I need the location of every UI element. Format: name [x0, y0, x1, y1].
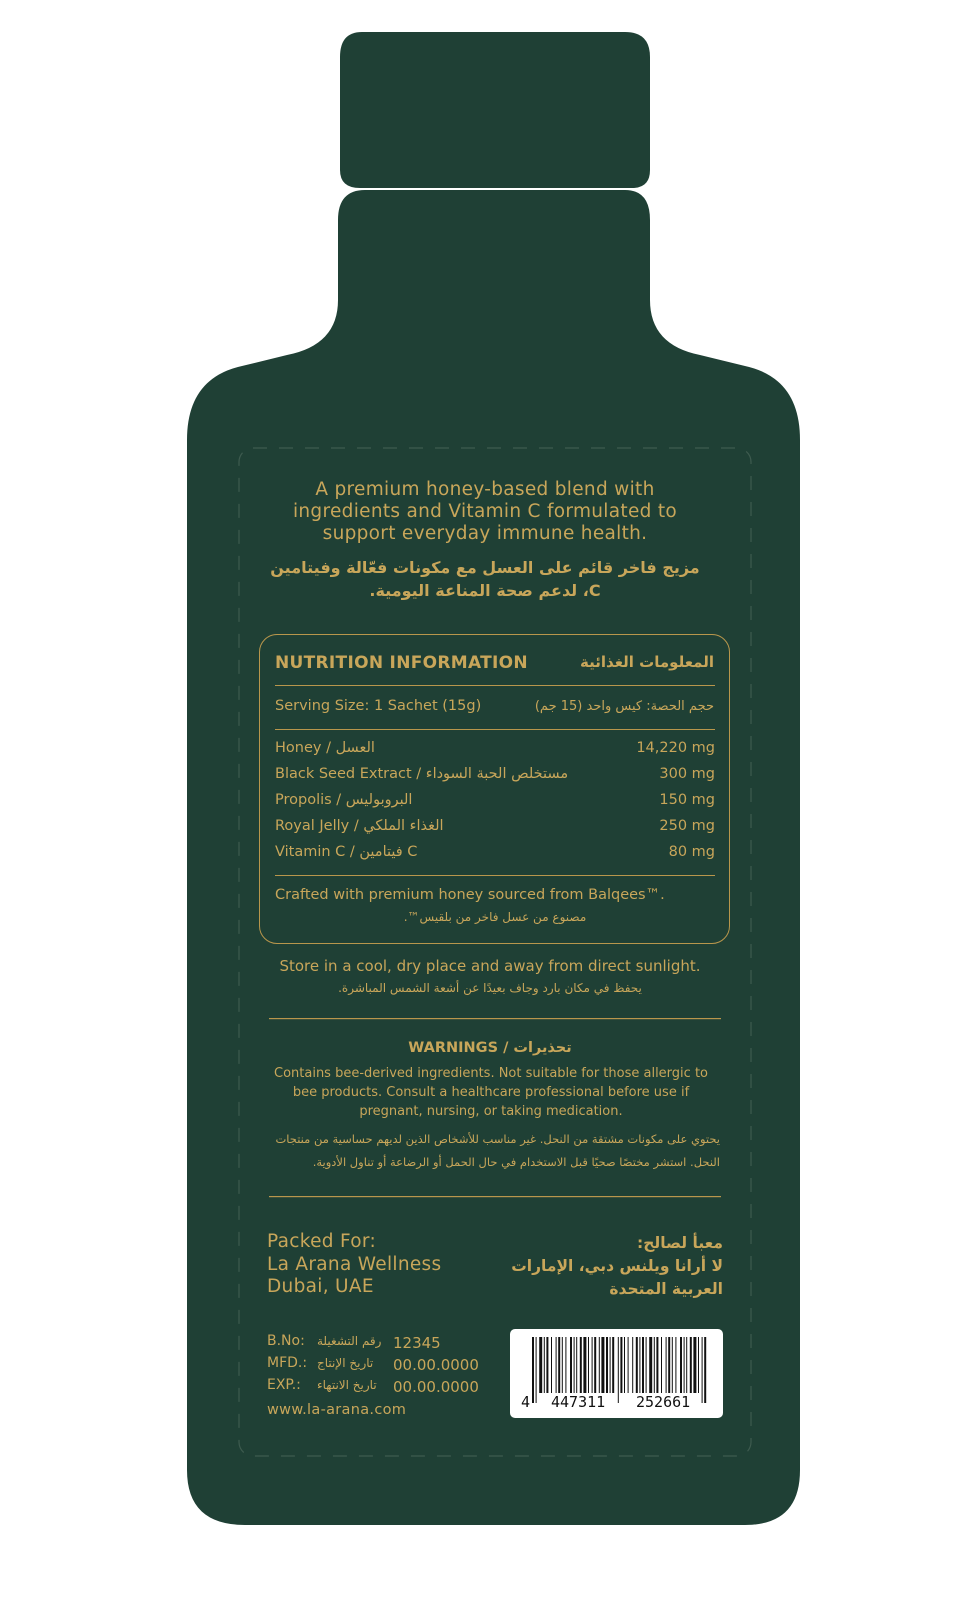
pouch-cap — [340, 32, 650, 188]
nutrient-name: Honey / العسل — [275, 740, 375, 756]
barcode-bar — [558, 1337, 560, 1393]
barcode-bar — [570, 1337, 572, 1393]
packed-line-2: La Arana Wellness — [267, 1253, 442, 1275]
mfd-label: MFD.: — [267, 1355, 308, 1371]
nutrient-name: Black Seed Extract / مستخلص الحبة السوداء — [275, 766, 569, 782]
barcode-bar — [610, 1337, 611, 1393]
serving-size-english: Serving Size: 1 Sachet (15g) — [275, 698, 482, 714]
nutrient-value: 300 mg — [659, 766, 715, 782]
barcode-bar — [649, 1337, 652, 1393]
exp-value: 00.00.0000 — [393, 1378, 479, 1396]
divider-bottom — [269, 1196, 721, 1197]
barcode-bar — [556, 1337, 557, 1393]
barcode-bar — [562, 1337, 563, 1393]
barcode-group-2: 252661 — [636, 1393, 691, 1411]
crafted-arabic: مصنوع من عسل فاخر من بلقيس™. — [403, 910, 587, 924]
barcode-bar — [565, 1337, 566, 1393]
barcode-bar — [551, 1337, 552, 1393]
nutrient-row — [275, 740, 715, 766]
packed-for-english — [267, 1231, 441, 1299]
nutrient-row — [275, 792, 715, 818]
nutrient-row — [275, 818, 715, 844]
barcode-bar — [583, 1337, 586, 1393]
expiry-date — [267, 1377, 479, 1396]
intro-english: A premium honey-based blend with ingredients and Vitamin C formulated to support everyday immune health. — [292, 479, 678, 544]
barcode-bar — [628, 1337, 629, 1393]
nutrient-value: 150 mg — [659, 792, 715, 808]
barcode-bar — [642, 1337, 644, 1393]
batch-label: B.No: — [267, 1333, 305, 1349]
barcode-bar — [675, 1337, 676, 1393]
barcode-bar — [536, 1337, 537, 1403]
barcode-bar — [698, 1337, 699, 1393]
divider-top — [269, 1018, 721, 1019]
barcode-bar — [686, 1337, 687, 1393]
exp-label: EXP.: — [267, 1377, 301, 1393]
barcode-bar — [594, 1337, 596, 1393]
nutrient-name: Royal Jelly / الغذاء الملكي — [275, 818, 444, 834]
barcode-bar — [690, 1337, 692, 1393]
warnings-english: Contains bee-derived ingredients. Not suitable for those allergic to bee products. Consult a healthcare professional before use if pregnant, nursing, or taking medication. — [274, 1066, 708, 1119]
barcode-bars — [510, 1329, 723, 1418]
barcode-group-1: 447311 — [551, 1393, 606, 1411]
barcode-first-digit: 4 — [521, 1393, 531, 1411]
batch-value: 12345 — [393, 1334, 441, 1352]
packed-line-1-arabic: معبأ لصالح: — [637, 1234, 723, 1252]
nutrition-title-arabic: المعلومات الغذائية — [580, 653, 714, 671]
nutrition-divider-1 — [275, 685, 715, 686]
barcode-bar — [661, 1337, 662, 1393]
nutrient-name: Propolis / البروبوليس — [275, 792, 413, 808]
packed-line-2-arabic: لا أرانا ويلنس دبي، الإمارات العربية المتحدة — [511, 1257, 723, 1298]
packed-line-1: Packed For: — [267, 1231, 377, 1252]
nutrient-value: 14,220 mg — [636, 740, 715, 756]
mfd-value: 00.00.0000 — [393, 1356, 479, 1374]
barcode-bar — [639, 1337, 640, 1393]
barcode-bar — [532, 1337, 534, 1403]
barcode-bar — [636, 1337, 638, 1393]
exp-label-arabic: تاريخ الانتهاء — [317, 1378, 377, 1392]
barcode-bar — [672, 1337, 673, 1393]
packed-for-arabic — [493, 1232, 723, 1301]
barcode-bar — [606, 1337, 608, 1393]
barcode-bar — [574, 1337, 575, 1393]
website-url: www.la-arana.com — [267, 1402, 407, 1418]
barcode-bar — [656, 1337, 658, 1393]
barcode-bar — [618, 1337, 619, 1403]
manufacture-date — [267, 1355, 479, 1374]
nutrient-name: Vitamin C / فيتامين C — [275, 844, 418, 860]
barcode-bar — [544, 1337, 545, 1393]
barcode-bar — [576, 1337, 577, 1393]
nutrient-value: 80 mg — [668, 844, 715, 860]
batch-number — [267, 1333, 441, 1352]
barcode-bar — [666, 1337, 667, 1393]
serving-size-arabic: حجم الحصة: كيس واحد (15 جم) — [534, 699, 714, 714]
barcode-bar — [704, 1337, 706, 1403]
barcode-bar — [693, 1337, 696, 1393]
barcode-bar — [592, 1337, 593, 1393]
nutrition-title-english: NUTRITION INFORMATION — [275, 653, 528, 673]
nutrient-row — [275, 844, 715, 870]
barcode-bar — [680, 1337, 682, 1393]
barcode-bar — [632, 1337, 633, 1393]
barcode-bar — [620, 1337, 622, 1393]
barcode-bar — [612, 1337, 614, 1393]
nutrition-divider-2 — [275, 729, 715, 730]
nutrition-divider-3 — [275, 875, 715, 876]
storage-arabic: يحفظ في مكان بارد وجاف بعيدًا عن أشعة الشمس المباشرة. — [338, 981, 642, 995]
barcode-bar — [624, 1337, 625, 1393]
nutrient-row — [275, 766, 715, 792]
barcode-bar — [668, 1337, 670, 1393]
barcode-bar — [702, 1337, 703, 1403]
barcode-bar — [580, 1337, 582, 1393]
warnings-title: WARNINGS / تحذيرات — [408, 1040, 572, 1056]
mfd-label-arabic: تاريخ الإنتاج — [317, 1356, 374, 1370]
packed-line-3: Dubai, UAE — [267, 1276, 374, 1297]
intro-arabic: مزيج فاخر قائم على العسل مع مكونات فعّالة وفيتامين C، لدعم صحة المناعة اليومية. — [270, 558, 700, 600]
batch-label-arabic: رقم التشغيلة — [317, 1334, 382, 1348]
storage-english: Store in a cool, dry place and away from direct sunlight. — [279, 957, 701, 975]
barcode-bar — [588, 1337, 589, 1393]
barcode-bar — [539, 1337, 542, 1393]
barcode-bar — [646, 1337, 647, 1393]
barcode-bar — [684, 1337, 685, 1393]
barcode-bar — [599, 1337, 600, 1393]
nutrient-value: 250 mg — [659, 818, 715, 834]
warnings-arabic: يحتوي على مكونات مشتقة من النحل. غير مناسب للأشخاص الذين لديهم حساسية من منتجات النحل. استشر مختصًا صحيًا قبل الاستخدام في حال الحمل أو الرضاعة أو تناول الأدوية. — [275, 1132, 720, 1169]
barcode-bar — [546, 1337, 548, 1393]
barcode-bar — [601, 1337, 604, 1393]
barcode-bar — [654, 1337, 655, 1393]
crafted-english: Crafted with premium honey sourced from Balqees™. — [275, 887, 665, 903]
barcode — [510, 1329, 723, 1418]
